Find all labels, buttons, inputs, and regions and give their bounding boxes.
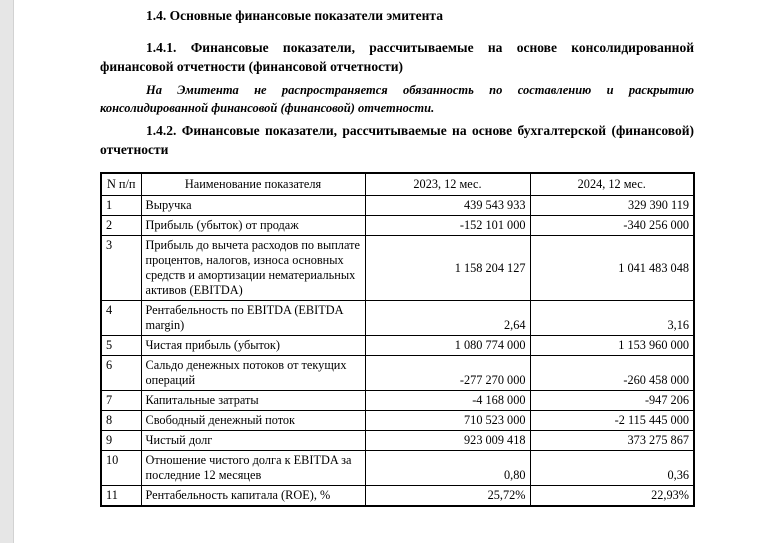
indicator-name: Прибыль (убыток) от продаж — [141, 216, 365, 236]
row-number: 10 — [101, 451, 141, 486]
section-paragraph-1-4-1: На Эмитента не распространяется обязанность по составлению и раскрытию консолидированной финансовой (финансовой) отчетности. — [100, 83, 694, 115]
value-2023: 439 543 933 — [365, 196, 530, 216]
value-2023: -152 101 000 — [365, 216, 530, 236]
indicator-name: Чистая прибыль (убыток) — [141, 336, 365, 356]
column-header-year-2023: 2023, 12 мес. — [365, 173, 530, 196]
value-2023: 1 158 204 127 — [365, 236, 530, 301]
financial-indicators-table — [100, 172, 695, 507]
value-2023: -277 270 000 — [365, 356, 530, 391]
row-number: 1 — [101, 196, 141, 216]
row-number: 7 — [101, 391, 141, 411]
row-number: 5 — [101, 336, 141, 356]
column-header-year-2024: 2024, 12 мес. — [530, 173, 694, 196]
table-row — [101, 391, 694, 411]
table-row — [101, 431, 694, 451]
row-number: 9 — [101, 431, 141, 451]
value-2024: 373 275 867 — [530, 431, 694, 451]
table-body — [101, 196, 694, 507]
value-2023: 1 080 774 000 — [365, 336, 530, 356]
value-2024: 329 390 119 — [530, 196, 694, 216]
table-header-row — [101, 173, 694, 196]
column-header-number: N п/п — [101, 173, 141, 196]
value-2023: 0,80 — [365, 451, 530, 486]
row-number: 2 — [101, 216, 141, 236]
table-row — [101, 301, 694, 336]
column-header-indicator-name: Наименование показателя — [141, 173, 365, 196]
table-row — [101, 411, 694, 431]
value-2023: 2,64 — [365, 301, 530, 336]
section-heading-1-4-1: 1.4.1. Финансовые показатели, рассчитываемые на основе консолидированной финансовой отчетности (финансовой отчетности) — [100, 40, 694, 75]
indicator-name: Отношение чистого долга к EBITDA за последние 12 месяцев — [141, 451, 365, 486]
row-number: 8 — [101, 411, 141, 431]
table-row — [101, 486, 694, 507]
value-2024: 3,16 — [530, 301, 694, 336]
indicator-name: Рентабельность капитала (ROE), % — [141, 486, 365, 507]
indicator-name: Выручка — [141, 196, 365, 216]
value-2024: 1 041 483 048 — [530, 236, 694, 301]
indicator-name: Сальдо денежных потоков от текущих операций — [141, 356, 365, 391]
indicator-name: Рентабельность по EBITDA (EBITDA margin) — [141, 301, 365, 336]
value-2023: -4 168 000 — [365, 391, 530, 411]
table-row — [101, 451, 694, 486]
table-row — [101, 336, 694, 356]
value-2024: 1 153 960 000 — [530, 336, 694, 356]
value-2023: 923 009 418 — [365, 431, 530, 451]
section-heading-1-4-2: 1.4.2. Финансовые показатели, рассчитываемые на основе бухгалтерской (финансовой) отчетности — [100, 123, 694, 158]
indicator-name: Прибыль до вычета расходов по выплате процентов, налогов, износа основных средств и амортизации нематериальных активов (EBITDA) — [141, 236, 365, 301]
indicator-name: Капитальные затраты — [141, 391, 365, 411]
value-2023: 710 523 000 — [365, 411, 530, 431]
value-2024: -260 458 000 — [530, 356, 694, 391]
table-row — [101, 356, 694, 391]
value-2024: -947 206 — [530, 391, 694, 411]
value-2024: 0,36 — [530, 451, 694, 486]
row-number: 3 — [101, 236, 141, 301]
value-2024: -2 115 445 000 — [530, 411, 694, 431]
indicator-name: Свободный денежный поток — [141, 411, 365, 431]
indicator-name: Чистый долг — [141, 431, 365, 451]
table-row — [101, 196, 694, 216]
value-2024: 22,93% — [530, 486, 694, 507]
value-2023: 25,72% — [365, 486, 530, 507]
table-row — [101, 236, 694, 301]
row-number: 11 — [101, 486, 141, 507]
row-number: 4 — [101, 301, 141, 336]
table-row — [101, 216, 694, 236]
value-2024: -340 256 000 — [530, 216, 694, 236]
financial-indicators-table-wrapper — [100, 172, 695, 507]
row-number: 6 — [101, 356, 141, 391]
section-heading-1-4: 1.4. Основные финансовые показатели эмитента — [146, 8, 443, 23]
